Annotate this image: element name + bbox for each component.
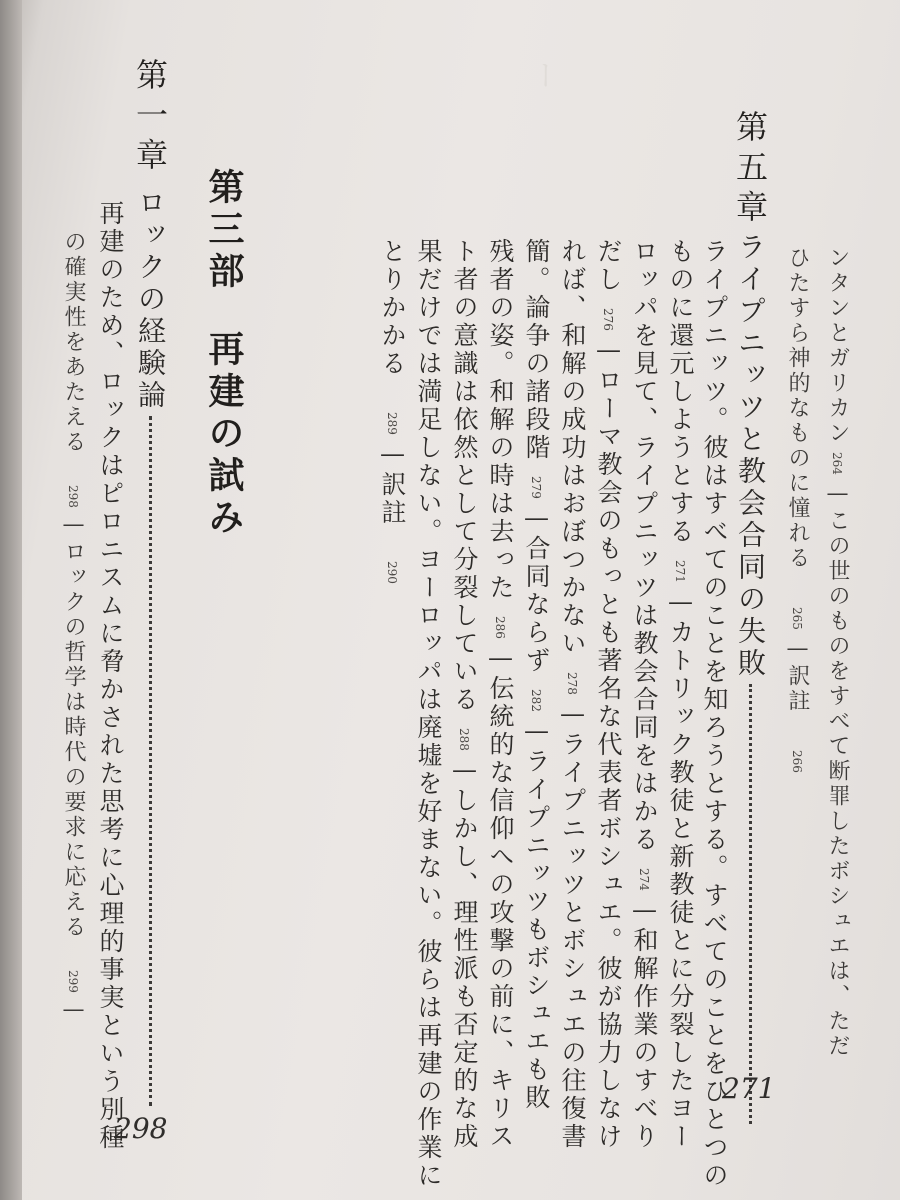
page-ref: 276 [601,308,615,331]
ch5-text: れば、和解の成功はおぼつかない [558,238,587,658]
part-3-heading [203,168,245,540]
ch5-text: ライプニッツもボシュエも敗 [522,747,551,1112]
chapter-5-title: ライプニッツと教会合同の失敗 [734,232,767,680]
ch5-text: ロッパを見て、ライプニッツは教会合同をはかる [630,238,659,854]
page-ref: 274 [637,868,651,891]
ch1-text: 再建のため、ロックはピロニスムに脅かされた思考に心理的事実という別種 [96,200,125,1152]
ch5-text: とりかかる [378,238,407,378]
dotted-leader [749,684,752,1124]
ch5-text: 訳註 [378,470,407,527]
prev-entry-text-2b: 訳註 [785,663,810,714]
ch5-text: しかし、理性派も否定的な成 [450,786,479,1151]
prev-entry-line-2: ひたすら神的なものに憧れる265—訳註266 [785,246,810,773]
chapter-1-title-line [134,188,167,1106]
chapter-5-label: 第五章 [731,110,769,230]
page-ref: 271 [673,560,687,583]
ch5-line-7: 残者の姿。和解の時は去った286—伝統的な信仰への攻撃の前に、キリス [486,238,515,1151]
ch5-text: ライプニッツとボシュエの往復書 [558,730,587,1151]
ch5-text: 和解作業のすべり [630,926,659,1151]
show-through-text: ー [525,60,560,96]
ch5-text: 伝統的な信仰への攻撃の前に、キリス [486,674,515,1151]
page-ref: 279 [529,476,543,499]
part-3-label: 第三部 [203,168,245,294]
ch5-line-6: 簡。論争の諸段階279—合同ならず282—ライプニッツもボシュエも敗 [522,238,551,1112]
ch1-text: ロックの哲学は時代の要求に応える [61,539,86,940]
ch5-text: カトリック教徒と新教徒とに分裂したヨー [666,618,695,1151]
ch5-text: 簡。論争の諸段階 [522,238,551,462]
ch5-text: ローマ教会のもっとも著名な代表者ボシュエ。彼が協力しなけ [594,366,623,1151]
ch1-line-1 [98,200,123,1152]
ch5-text: 残者の姿。和解の時は去った [486,238,515,602]
dotted-leader [149,416,152,1106]
prev-entry-text-2: ひたすら神的なものに憧れる [785,246,810,571]
prev-entry-text-1b: この世のものをすべて断罪したボシュエは、ただ [825,508,850,1059]
page-ref: 265 [790,607,804,630]
page-ref: 286 [493,616,507,639]
prev-entry-text-1a: ンタンとガリカン [825,246,850,446]
ch1-text: の確実性をあたえる [61,230,86,455]
page-ref: 266 [790,749,804,773]
page-ref: 289 [385,412,399,435]
prev-entry-line-1: ンタンとガリカン264—この世のものをすべて断罪したボシュエは、ただ [825,246,850,1059]
page-ref: 299 [66,969,80,993]
page-ref: 288 [457,728,471,751]
page-ref: 298 [66,485,80,508]
ch5-text: ものに還元しようとする [666,238,695,546]
ch5-line-2: ものに還元しようとする271—カトリック教徒と新教徒とに分裂したヨー [666,238,695,1151]
ch1-line-2: の確実性をあたえる298—ロックの哲学は時代の要求に応える299— [61,230,86,1025]
ch5-line-10: とりかかる289—訳註290 [378,238,407,584]
ch5-line-3: ロッパを見て、ライプニッツは教会合同をはかる274—和解作業のすべり [630,238,659,1151]
ch5-line-8: ト者の意識は依然として分裂している288—しかし、理性派も否定的な成 [450,238,479,1151]
chapter-1-label: 第一章 [131,58,169,178]
page-ref: 278 [565,672,579,695]
chapter-5-page-number: 271 [722,1072,776,1105]
chapter-1-title: ロックの経験論 [134,188,167,412]
ch5-line-1 [702,238,727,1190]
page-gutter-shadow [0,0,22,1200]
ch5-text: だし [594,238,623,294]
ch5-line-4: だし276—ローマ教会のもっとも著名な代表者ボシュエ。彼が協力しなけ [594,238,623,1151]
ch5-text: ライプニッツ。彼はすべてのことを知ろうとする。すべてのことをひとつの [700,238,729,1190]
page-ref: 264 [830,452,844,475]
ch5-line-5: れば、和解の成功はおぼつかない278—ライプニッツとボシュエの往復書 [558,238,587,1151]
chapter-5-title-line [734,232,767,1124]
ch5-text: ト者の意識は依然として分裂している [450,238,479,714]
chapter-1-page-number: 298 [114,1112,168,1145]
ch5-text: 合同ならず [522,534,551,675]
ch5-text: 果だけでは満足しない。ヨーロッパは廃墟を好まない。彼らは再建の作業に [414,238,443,1190]
part-3-title: 再建の試み [203,330,245,540]
page-ref: 290 [385,560,399,584]
ch5-line-9 [416,238,441,1190]
page-ref: 282 [529,688,543,712]
